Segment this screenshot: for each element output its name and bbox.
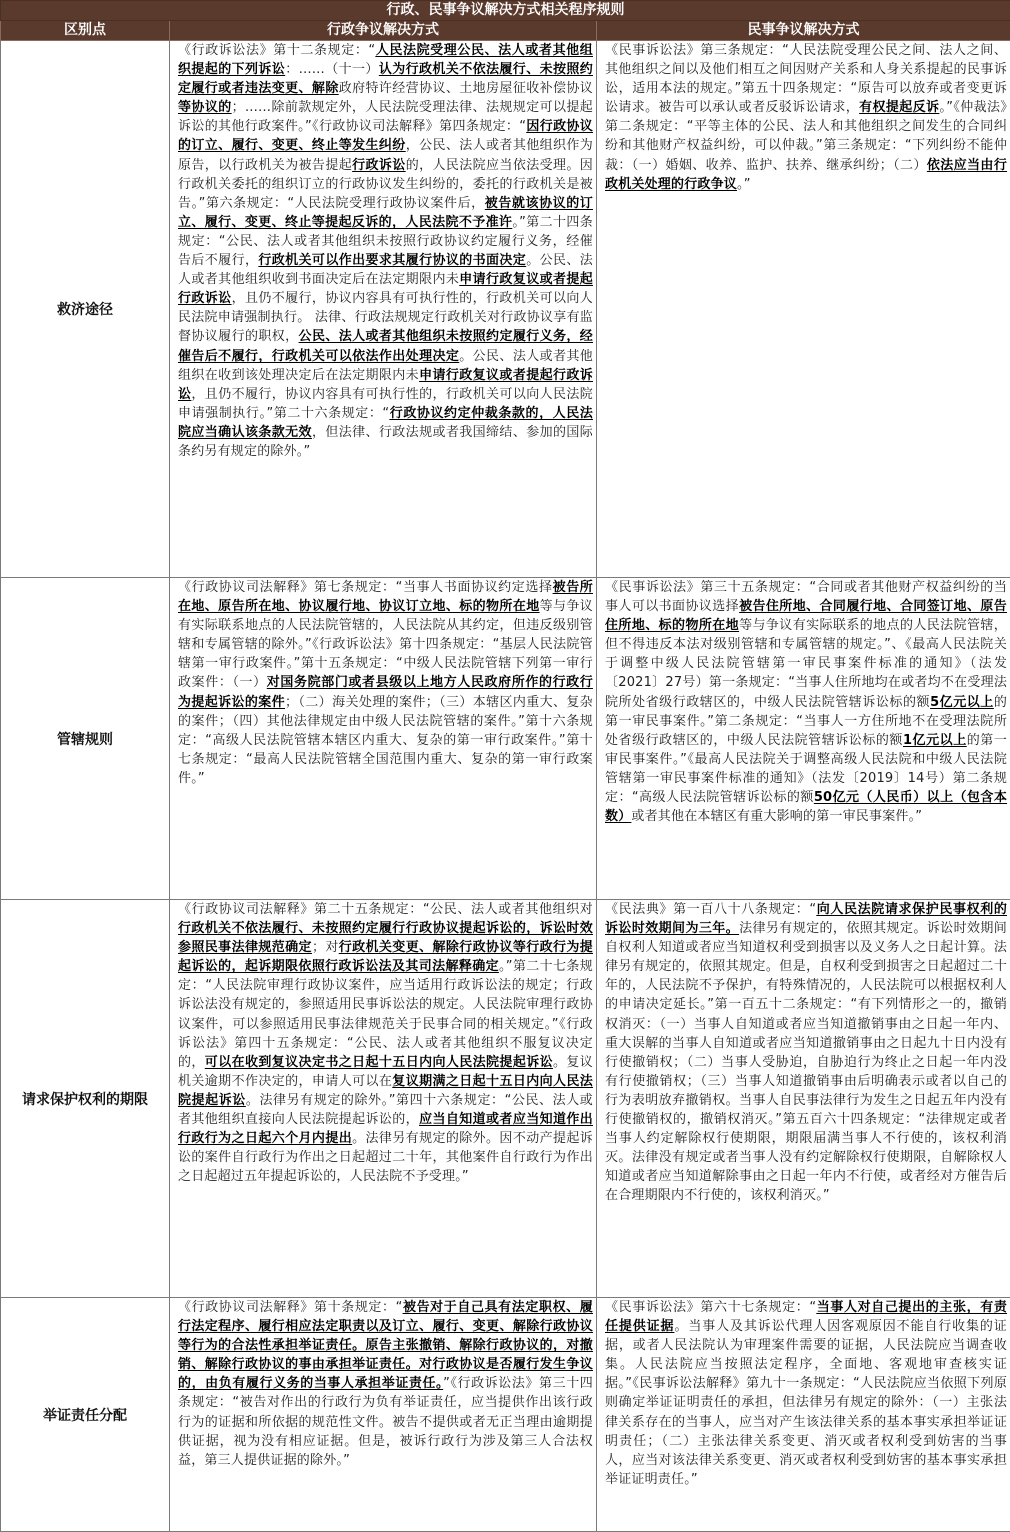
- emphasized-clause: 被告就该协议的订立、履行、变更、终止等提起反诉的，人民法院不予准许: [178, 196, 593, 230]
- civil-rules-cell: [597, 578, 1010, 900]
- clause-text: ；……除前款规定外，人民法院受理法律、法规规定可以提起诉讼的其他行政案件。”《行政协议司法解释》第四条规定：“: [178, 100, 593, 134]
- clause-text: 《行政协议司法解释》第二十五条规定：“公民、法人或者其他组织对: [178, 902, 593, 917]
- table-row: [1, 900, 1010, 1298]
- emphasized-clause: 申请行政复议或者提起行政诉讼: [178, 272, 593, 306]
- table-row: [1, 1298, 1010, 1532]
- emphasized-clause: 申请行政复议或者提起行政诉讼: [178, 368, 593, 402]
- clause-text: 的第一审民事案件。”《最高人民法院关于调整高级人民法院和中级人民法院管辖第一审民事案件标准的通知》（法发〔2019〕14号）第二条规定：“高级人民法院管辖诉讼标的额: [605, 733, 1007, 805]
- clause-text: 法律另有规定的，依照其规定。诉讼时效期间自权利人知道或者应当知道权利受到损害以及义务人之日起计算。法律另有规定的，依照其规定。但是，自权利受到损害之日起超过二十年的，人民法院不予保护，有特殊情况的，人民法院可以根据权利人的申请决定延长。”第一百五十二条规定：“有下列情形之一的，撤销权消灭：（一）当事人自知道或者应当知道撤销事由之日起一年内、重大误解的当事人自知道或者应当知道撤销事由之日起九十日内没有行使撤销权；（二）当事人受胁迫，自胁迫行为终止之日起一年内没有行使撤销权；（三）当事人知道撤销事由后明确表示或者以自己的行为表明放弃撤销权。当事人自民事法律行为发生之日起五年内没有行使撤销权的，撤销权消灭。”第五百六十四条规定：“法律规定或者当事人约定解除权行使期限，期限届满当事人不行使的，该权利消灭。法律没有规定或者当事人没有约定解除权行使期限，自解除权人知道或者应当知道解除事由之日起一年内不行使，或者经对方催告后在合理期限内不行使的，该权利消灭。”: [605, 921, 1007, 1203]
- emphasized-clause: 复议期满之日起十五日内向人民法院提起诉讼: [178, 1074, 593, 1108]
- emphasized-clause: 行政机关变更、解除行政协议等行政行为提起诉讼的，起诉期限依照行政诉讼法及其司法解释确定: [178, 940, 593, 974]
- header-row: [1, 21, 1010, 41]
- clause-text: 《民事诉讼法》第六十七条规定：“: [605, 1300, 816, 1315]
- clause-text: 《行政协议司法解释》第七条规定：“当事人书面协议约定选择: [178, 580, 553, 595]
- emphasized-clause: 被告所在地、原告所在地、协议履行地、协议订立地、标的物所在地: [178, 580, 593, 614]
- clause-text: 。复议机关逾期不作决定的，申请人可以在: [178, 1055, 593, 1089]
- emphasized-clause: 被告对于自己具有法定职权、履行法定程序、履行相应法定职责以及订立、履行、变更、解除行政协议等行为的合法性承担举证责任。原告主张撤销、解除行政协议的，对撤销、解除行政协议的事由承担举证责任。对行政协议是否履行发生争议的，由负有履行义务的当事人承担举证责任。: [178, 1300, 593, 1391]
- emphasized-clause: 5亿元以上: [930, 695, 994, 710]
- emphasized-clause: 行政诉讼: [352, 158, 406, 173]
- clause-text: 《行政协议司法解释》第十条规定：“: [178, 1300, 403, 1315]
- clause-text: 或者其他在本辖区有重大影响的第一审民事案件。”: [631, 809, 922, 824]
- emphasized-clause: 认为行政机关不依法履行、未按照约定履行或者违法变更、解除: [178, 62, 593, 96]
- clause-text: ，且仍不履行，协议内容具有可执行性的，行政机关可以向人民法院申请强制执行。 法律、行政法规规定行政机关对行政协议享有监督协议履行的职权，: [178, 291, 593, 344]
- clause-text: 。公民、法人或者其他组织在收到该处理决定后在法定期限内未: [178, 349, 593, 383]
- row-category: 救济途径: [1, 41, 170, 578]
- emphasized-clause: 当事人对自己提出的主张，有责任提供证据: [605, 1300, 1007, 1334]
- clause-text: 。”: [737, 177, 751, 192]
- emphasized-clause: 对国务院部门或者县级以上地方人民政府所作的行政行为提起诉讼的案件: [178, 675, 593, 709]
- emphasized-clause: 行政机关可以作出要求其履行协议的书面决定: [258, 253, 526, 268]
- emphasized-clause: 应当自知道或者应当知道作出行政行为之日起六个月内提出: [178, 1112, 593, 1146]
- admin-rules-cell: [170, 578, 597, 900]
- clause-text: 等与争议有实际联系地点的人民法院管辖的，人民法院从其约定，但违反级别管辖和专属管辖的除外。”《行政诉讼法》第十四条规定：“基层人民法院管辖第一审行政案件。”第十五条规定：“中级人民法院管辖下列第一审行政案件：（一）: [178, 599, 593, 690]
- clause-text: ”《行政诉讼法》第三十四条规定：“被告对作出的行政行为负有举证责任，应当提供作出该行政行为的证据和所依据的规范性文件。被告不提供或者无正当理由逾期提供证据，视为没有相应证据。但是，被诉行政行为涉及第三人合法权益，第三人提供证据的除外。”: [178, 1376, 593, 1467]
- emphasized-clause: 1亿元以上: [903, 733, 967, 748]
- row-category: 举证责任分配: [1, 1298, 170, 1532]
- admin-rules-cell: [170, 900, 597, 1298]
- emphasized-clause: 50亿元（人民币）以上（包含本数）: [605, 790, 1007, 824]
- clause-text: 。法律另有规定的除外。”第四十六条规定：“公民、法人或者其他组织直接向人民法院提起诉讼的，: [178, 1093, 593, 1127]
- clause-text: ，但法律、行政法规或者我国缔结、参加的国际条约另有规定的除外。”: [178, 425, 593, 459]
- header-civil: 民事争议解决方式: [597, 21, 1010, 41]
- row-category: 请求保护权利的期限: [1, 900, 170, 1298]
- emphasized-clause: 可以在收到复议决定书之日起十五日内向人民法院提起诉讼: [205, 1055, 553, 1070]
- clause-text: 。当事人及其诉讼代理人因客观原因不能自行收集的证据，或者人民法院认为审理案件需要的证据，人民法院应当调查收集。人民法院应当按照法定程序，全面地、客观地审查核实证据。”《民事诉讼法解释》第九十一条规定：“人民法院应当依照下列原则确定举证证明责任的承担，但法律另有规定的除外：（一）主张法律关系存在的当事人，应当对产生该法律关系的基本事实承担举证证明责任；（二）主张法律关系变更、消灭或者权利受到妨害的当事人，应当对该法律关系变更、消灭或者权利受到妨害的基本事实承担举证证明责任。”: [605, 1319, 1007, 1487]
- emphasized-clause: 等协议的: [178, 100, 232, 115]
- table-title: 行政、民事争议解决方式相关程序规则: [1, 1, 1010, 21]
- admin-rules-cell: [170, 41, 597, 578]
- emphasized-clause: 因行政协议的订立、履行、变更、终止等发生纠纷: [178, 119, 593, 153]
- admin-rules-cell: [170, 1298, 597, 1532]
- clause-text: ：……（十一）: [285, 62, 379, 77]
- clause-text: 《民事诉讼法》第三条规定：“人民法院受理公民之间、法人之间、其他组织之间以及他们相互之间因财产关系和人身关系提起的民事诉讼，适用本法的规定。”第五十四条规定：“原告可以放弃或者变更诉讼请求。被告可以承认或者反驳诉讼请求，: [605, 43, 1007, 115]
- clause-text: ，公民、法人或者其他组织作为原告，以行政机关为被告提起: [178, 138, 593, 172]
- clause-text: 。”第二十七条规定：“人民法院审理行政协议案件，应当适用行政诉讼法的规定；行政诉讼法没有规定的，参照适用民事诉讼法的规定。人民法院审理行政协议案件，可以参照适用民事法律规范关于民事合同的相关规定。”《行政诉讼法》第四十五条规定：“公民、法人或者其他组织不服复议决定的，: [178, 959, 593, 1069]
- clause-text: 等与争议有实际联系的地点的人民法院管辖，但不得违反本法对级别管辖和专属管辖的规定。”、《最高人民法院关于调整中级人民法院管辖第一审民事案件标准的通知》（法发〔2021〕27号）第一条规定：“当事人住所地均在或者均不在受理法院所处省级行政辖区的，中级人民法院管辖诉讼标的额: [605, 618, 1007, 709]
- clause-text: 《民法典》第一百八十八条规定：“: [605, 902, 816, 917]
- clause-text: 的第一审民事案件。”第二条规定：“当事人一方住所地不在受理法院所处省级行政辖区的，中级人民法院管辖诉讼标的额: [605, 695, 1007, 748]
- clause-text: 的，人民法院应当依法受理。因行政机关委托的组织订立的行政协议发生纠纷的，委托的行政机关是被告。”第六条规定：“人民法院受理行政协议案件后，: [178, 158, 593, 211]
- clause-text: ，且仍不履行，协议内容具有可执行性的，行政机关可以向人民法院申请强制执行。”第二十六条规定：“: [178, 387, 593, 421]
- emphasized-clause: 有权提起反诉: [859, 100, 939, 115]
- clause-text: ；对: [312, 940, 339, 955]
- emphasized-clause: 公民、法人或者其他组织未按照约定履行义务，经催告后不履行，行政机关可以依法作出处理决定: [178, 329, 593, 363]
- clause-text: 。”第二十四条规定：“公民、法人或者其他组织未按照行政协议约定履行义务，经催告后不履行，: [178, 215, 593, 268]
- clause-text: 《民事诉讼法》第三十五条规定：“合同或者其他财产权益纠纷的当事人可以书面协议选择: [605, 580, 1007, 614]
- row-category: 管辖规则: [1, 578, 170, 900]
- civil-rules-cell: [597, 900, 1010, 1298]
- header-distinction: 区别点: [1, 21, 170, 41]
- civil-rules-cell: [597, 41, 1010, 578]
- title-row: [1, 1, 1010, 21]
- clause-text: 政府特许经营协议、土地房屋征收补偿协议: [339, 81, 593, 96]
- header-administrative: 行政争议解决方式: [170, 21, 597, 41]
- civil-rules-cell: [597, 1298, 1010, 1532]
- table-row: [1, 578, 1010, 900]
- clause-text: 。公民、法人或者其他组织收到书面决定后在法定期限内未: [178, 253, 593, 287]
- emphasized-clause: 人民法院受理公民、法人或者其他组织提起的下列诉讼: [178, 43, 593, 77]
- emphasized-clause: 行政协议约定仲裁条款的，人民法院应当确认该条款无效: [178, 406, 593, 440]
- clause-text: 。法律另有规定的除外。因不动产提起诉讼的案件自行政行为作出之日起超过二十年，其他案件自行政行为作出之日起超过五年提起诉讼的，人民法院不予受理。”: [178, 1131, 593, 1184]
- clause-text: ；（二）海关处理的案件；（三）本辖区内重大、复杂的案件；（四）其他法律规定由中级人民法院管辖的案件。”第十六条规定：“高级人民法院管辖本辖区内重大、复杂的第一审行政案件。”第十七条规定：“最高人民法院管辖全国范围内重大、复杂的第一审行政案件。”: [178, 695, 593, 786]
- emphasized-clause: 依法应当由行政机关处理的行政争议: [605, 158, 1007, 192]
- emphasized-clause: 向人民法院请求保护民事权利的诉讼时效期间为三年。: [605, 902, 1007, 936]
- clause-text: 《行政诉讼法》第十二条规定：“: [178, 43, 375, 58]
- table-row: [1, 41, 1010, 578]
- emphasized-clause: 被告住所地、合同履行地、合同签订地、原告住所地、标的物所在地: [605, 599, 1007, 633]
- clause-text: 。”《仲裁法》第二条规定：“平等主体的公民、法人和其他组织之间发生的合同纠纷和其他财产权益纠纷，可以仲裁。”第三条规定：“下列纠纷不能仲裁：（一）婚姻、收养、监护、扶养、继承纠纷；（二）: [605, 100, 1007, 172]
- emphasized-clause: 行政机关不依法履行、未按照约定履行行政协议提起诉讼的，诉讼时效参照民事法律规范确定: [178, 921, 593, 955]
